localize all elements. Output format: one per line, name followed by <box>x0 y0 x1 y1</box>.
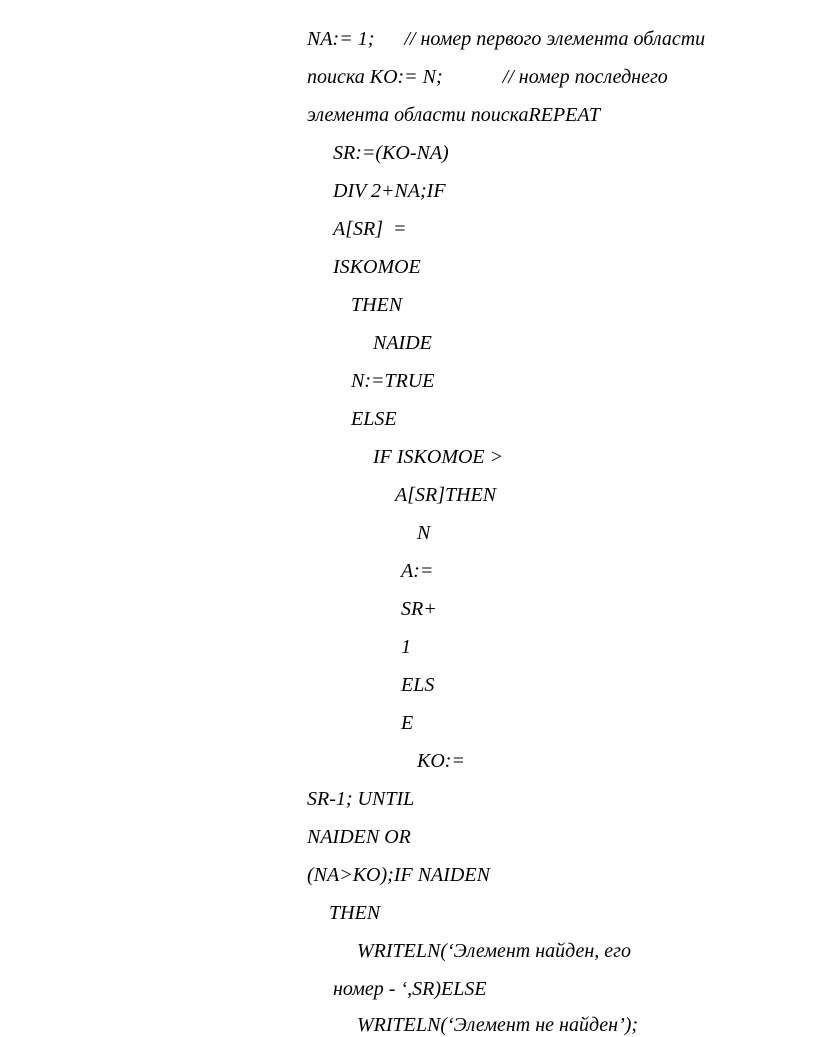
code-line: N <box>417 522 431 544</box>
code-line: IF ISKOMOE > <box>373 446 504 468</box>
code-line: 1 <box>401 636 411 658</box>
code-line: THEN <box>351 294 403 316</box>
code-line: THEN <box>329 902 381 924</box>
code-line: SR:=(KO-NA) <box>333 142 449 164</box>
code-line: WRITELN(‘Элемент не найден’); <box>357 1014 639 1036</box>
code-line: NAIDEN OR <box>307 826 411 848</box>
code-line: NA:= 1; // номер первого элемента области <box>307 28 706 50</box>
code-line: NAIDE <box>373 332 432 354</box>
code-line: элемента области поискаREPEAT <box>307 104 600 126</box>
code-line: ELS <box>401 674 435 696</box>
code-line: SR+ <box>401 598 437 620</box>
code-line: A:= <box>401 560 434 582</box>
code-line: A[SR] = <box>333 218 407 240</box>
code-line: E <box>401 712 414 734</box>
code-line: ISKOMOE <box>333 256 421 278</box>
code-line: N:=TRUE <box>351 370 435 392</box>
code-line: поиска KO:= N; // номер последнего <box>307 66 668 88</box>
code-line: WRITELN(‘Элемент найден, его <box>357 940 631 962</box>
code-line: (NA>KO);IF NAIDEN <box>307 864 490 886</box>
code-line: KO:= <box>417 750 465 772</box>
code-line: SR-1; UNTIL <box>307 788 415 810</box>
code-line: номер - ‘,SR)ELSE <box>333 978 487 1000</box>
code-line: ELSE <box>351 408 397 430</box>
code-line: A[SR]THEN <box>395 484 497 506</box>
code-line: DIV 2+NA;IF <box>333 180 446 202</box>
